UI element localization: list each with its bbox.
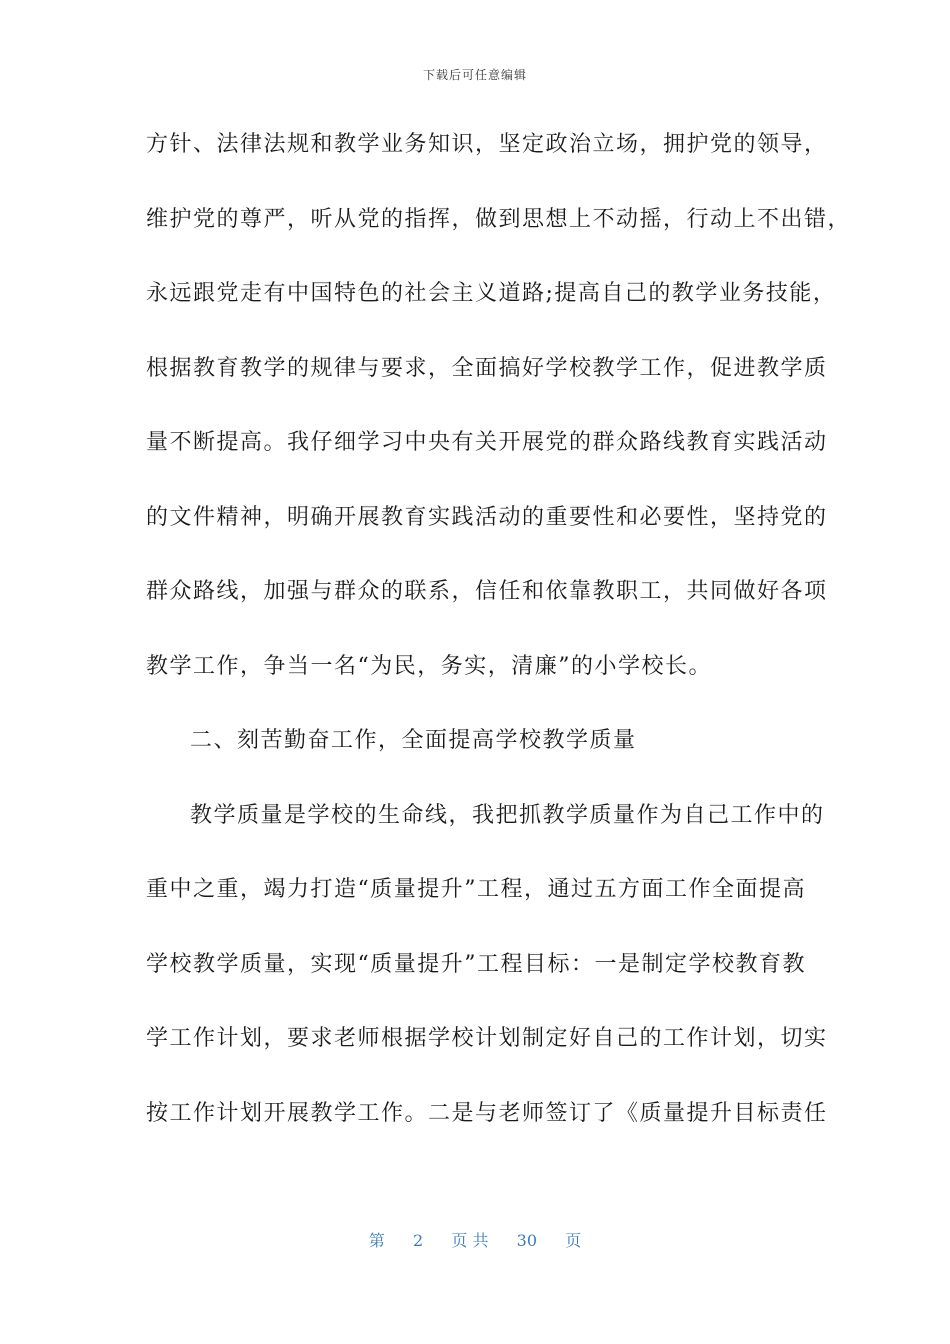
paragraph-line: 永远跟党走有中国特色的社会主义道路;提高自己的教学业务技能， xyxy=(146,281,837,306)
paragraph-line: 量不断提高。我仔细学习中央有关开展党的群众路线教育实践活动 xyxy=(146,430,828,455)
page-label-prefix: 第 xyxy=(368,1231,385,1250)
paragraph-line: 学校教学质量，实现“质量提升”工程目标：一是制定学校教育教 xyxy=(146,951,806,977)
section-heading: 二、刻苦勤奋工作，全面提高学校教学质量 xyxy=(190,728,637,753)
page-label-suffix: 页 xyxy=(565,1231,582,1250)
document-body xyxy=(146,125,852,1168)
page-label-mid: 页 共 xyxy=(451,1231,489,1250)
page-header: 下载后可任意编辑 xyxy=(422,68,527,82)
paragraph-line: 教学工作，争当一名“为民，务实，清廉”的小学校长。 xyxy=(146,653,712,679)
paragraph-line: 根据教育教学的规律与要求，全面搞好学校教学工作，促进教学质 xyxy=(146,355,828,381)
paragraph-line: 群众路线，加强与群众的联系，信任和依靠教职工，共同做好各项 xyxy=(146,579,828,604)
current-page-number: 2 xyxy=(412,1231,424,1250)
paragraph-line: 重中之重，竭力打造“质量提升”工程，通过五方面工作全面提高 xyxy=(146,877,806,902)
total-pages-number: 30 xyxy=(516,1231,537,1250)
page-footer xyxy=(0,1228,950,1251)
paragraph-line: 学工作计划，要求老师根据学校计划制定好自己的工作计划，切实 xyxy=(146,1026,828,1051)
paragraph-line: 维护党的尊严，听从党的指挥，做到思想上不动摇，行动上不出错， xyxy=(146,206,852,232)
paragraph-line: 教学质量是学校的生命线，我把抓教学质量作为自己工作中的 xyxy=(190,802,825,828)
paragraph-line: 的文件精神，明确开展教育实践活动的重要性和必要性，坚持党的 xyxy=(146,504,828,530)
paragraph-line: 方针、法律法规和教学业务知识，坚定政治立场，拥护党的领导， xyxy=(146,132,828,157)
paragraph-line: 按工作计划开展教学工作。二是与老师签订了《质量提升目标责任 xyxy=(146,1100,828,1126)
